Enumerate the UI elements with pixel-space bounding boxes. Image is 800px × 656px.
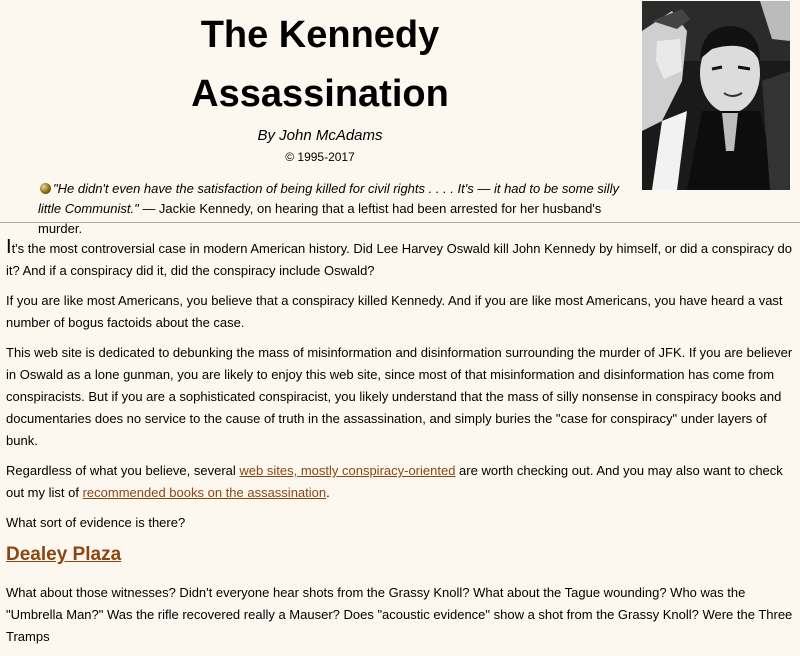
- recommendations-text-3: .: [326, 485, 330, 500]
- quote-attribution: — Jackie Kennedy, on hearing that a leftist had been arrested for her husband's murder.: [38, 201, 602, 236]
- section-heading-dealey-plaza: [6, 542, 796, 568]
- copyright-notice: © 1995-2017: [285, 150, 355, 164]
- portrait-illustration: [642, 1, 790, 190]
- paragraph-evidence-question: What sort of evidence is there?: [6, 515, 186, 530]
- recommended-books-link[interactable]: recommended books on the assassination: [82, 485, 327, 500]
- recommendations-text-1: Regardless of what you believe, several: [6, 463, 240, 478]
- intro-text: t's the most controversial case in modern American history. Did Lee Harvey Oswald kill John Kennedy by himself, or did a conspiracy do it? And if a conspiracy did it, did the conspiracy include Oswald?: [6, 241, 792, 278]
- web-sites-link[interactable]: web sites, mostly conspiracy-oriented: [239, 463, 456, 478]
- page-header: [0, 0, 800, 236]
- bullet-icon: [40, 183, 51, 194]
- intro-drop-cap: I: [6, 236, 12, 258]
- paragraph-most-americans: If you are like most Americans, you believe that a conspiracy killed Kennedy. And if you are like most Americans, you have heard a vast number of bogus factoids about the case.: [6, 293, 783, 330]
- paragraph-site-purpose: This web site is dedicated to debunking the mass of misinformation and disinformation surrounding the murder of JFK. If you are believer in Oswald as a lone gunman, you are likely to enjoy this web site, since most of that misinformation and disinformation has come from conspiracists. But if you are a sophisticated conspiracist, you likely understand that the mass of silly nonsense in conspiracy books and documentaries does no service to the cause of truth in the assassination, and simply buries the "case for conspiracy" under layers of bunk.: [6, 345, 793, 448]
- paragraph-recommendations: [6, 460, 796, 504]
- paragraph-witnesses: What about those witnesses? Didn't everyone hear shots from the Grassy Knoll? What about the Tague wounding? Who was the "Umbrella Man?" Was the rifle recovered really a Mauser? Does "acoustic evidence" show a shot from the Grassy Knoll? Were the Three Tramps: [6, 585, 793, 644]
- intro-paragraph: [6, 238, 796, 282]
- recommendations-text-2: are worth checking out. And you may also want to check out my list of: [6, 463, 783, 500]
- jackie-kennedy-quote: [38, 179, 628, 239]
- header-divider: [0, 222, 800, 223]
- author-byline: By John McAdams: [257, 127, 383, 144]
- quote-text: "He didn't even have the satisfaction of being killed for civil rights . . . . It's — it had to be some silly little Communist.": [38, 181, 619, 216]
- dealey-plaza-link[interactable]: Dealey Plaza: [6, 544, 122, 565]
- oswald-portrait-image: [642, 1, 790, 190]
- main-content: [6, 238, 796, 656]
- page-title: The Kennedy Assassination: [191, 14, 449, 115]
